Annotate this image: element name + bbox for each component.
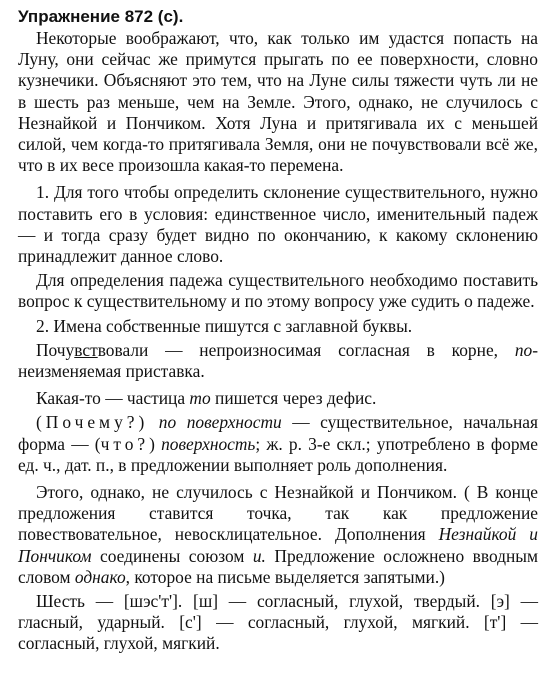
phrase-neznaikoi: Незнайкой и Пончиком: [18, 524, 538, 566]
conj-i: и.: [252, 545, 266, 566]
note-declension: 1. Для того чтобы определить склонение существительного, нужно поставить его в условия: единственное число, именительный падеж — и тогда сразу будет видно по окончанию, к какому склонению принадлежит данное слово.: [18, 182, 538, 267]
note-text: пишется через дефис.: [210, 388, 377, 409]
exercise-page: [18, 6, 538, 655]
note-sentence-analysis: [18, 482, 538, 588]
note-proper-names: 2. Имена собственные пишутся с заглавной буквы.: [36, 315, 413, 336]
note-pochuvstvovali: [18, 340, 538, 382]
word-part: вовали: [97, 339, 149, 360]
note-text: Предложение осложнено вводным словом: [18, 545, 538, 587]
note-phonetic: Шесть — [шэс'т']. [ш] — согласный, глухой, твердый. [э] — гласный, ударный. [с'] — согласный, глухой, мягкий. [т'] — согласный, глухой, мягкий.: [18, 591, 538, 654]
word-odnako: однако: [74, 566, 126, 587]
note-text: ): [149, 433, 162, 454]
note-text: - неизменяемая приставка.: [18, 339, 538, 382]
prefix-po: по: [514, 339, 533, 360]
question: (Почему?): [36, 412, 149, 433]
word-root-underlined: вст: [74, 339, 98, 360]
exercise-title: Упражнение 872 (с).: [18, 7, 184, 26]
particle-to: то: [189, 388, 211, 409]
note-text: Этого, однако, не случилось с Незнайкой и Пончиком. ( В конце предложения ставится точка, так как предложение повествовательное, невосклицательное. Дополнения: [18, 482, 538, 545]
note-text: — непроизносимая согласная в корне,: [148, 339, 515, 360]
note-case: Для определения падежа существительного необходимо поставить вопрос к существительному и по этому вопросу уже судить о падеже.: [18, 270, 538, 312]
note-text: — существительное, начальная форма — (: [18, 412, 538, 454]
exercise-text: Некоторые воображают, что, как только им удастся попасть на Луну, они сейчас же примутся прыгать по ее поверхности, словно кузнечики. Объясняют это тем, что на Луне силы тяжести чуть ли не в шесть раз меньше, чем на Земле. Этого, однако, не случилось с Незнайкой и Пончиком. Хотя Луна и притягивала их с меньшей силой, чем когда-то притягивала Земля, они не почувствовали всё же, что в их весе произошла какая-то перемена.: [18, 28, 538, 176]
note-kakaya-to: [18, 388, 538, 409]
note-text: ; ж. р. 3-е скл.; употреблено в форме ед. ч., дат. п., в предложении выполняет роль дополнения.: [18, 433, 538, 475]
note-text: , которое на письме выделяется запятыми.): [125, 566, 445, 587]
phrase-po-poverhnosti: по поверхности: [158, 412, 282, 433]
word-poverhnost: поверхность: [161, 433, 256, 454]
note-morph-analysis: [18, 412, 538, 476]
note-text: соединены союзом: [91, 545, 253, 566]
word-part: Почу: [36, 339, 75, 360]
question-chto: что?: [100, 433, 150, 454]
note-text: Какая-то — частица: [36, 388, 190, 409]
